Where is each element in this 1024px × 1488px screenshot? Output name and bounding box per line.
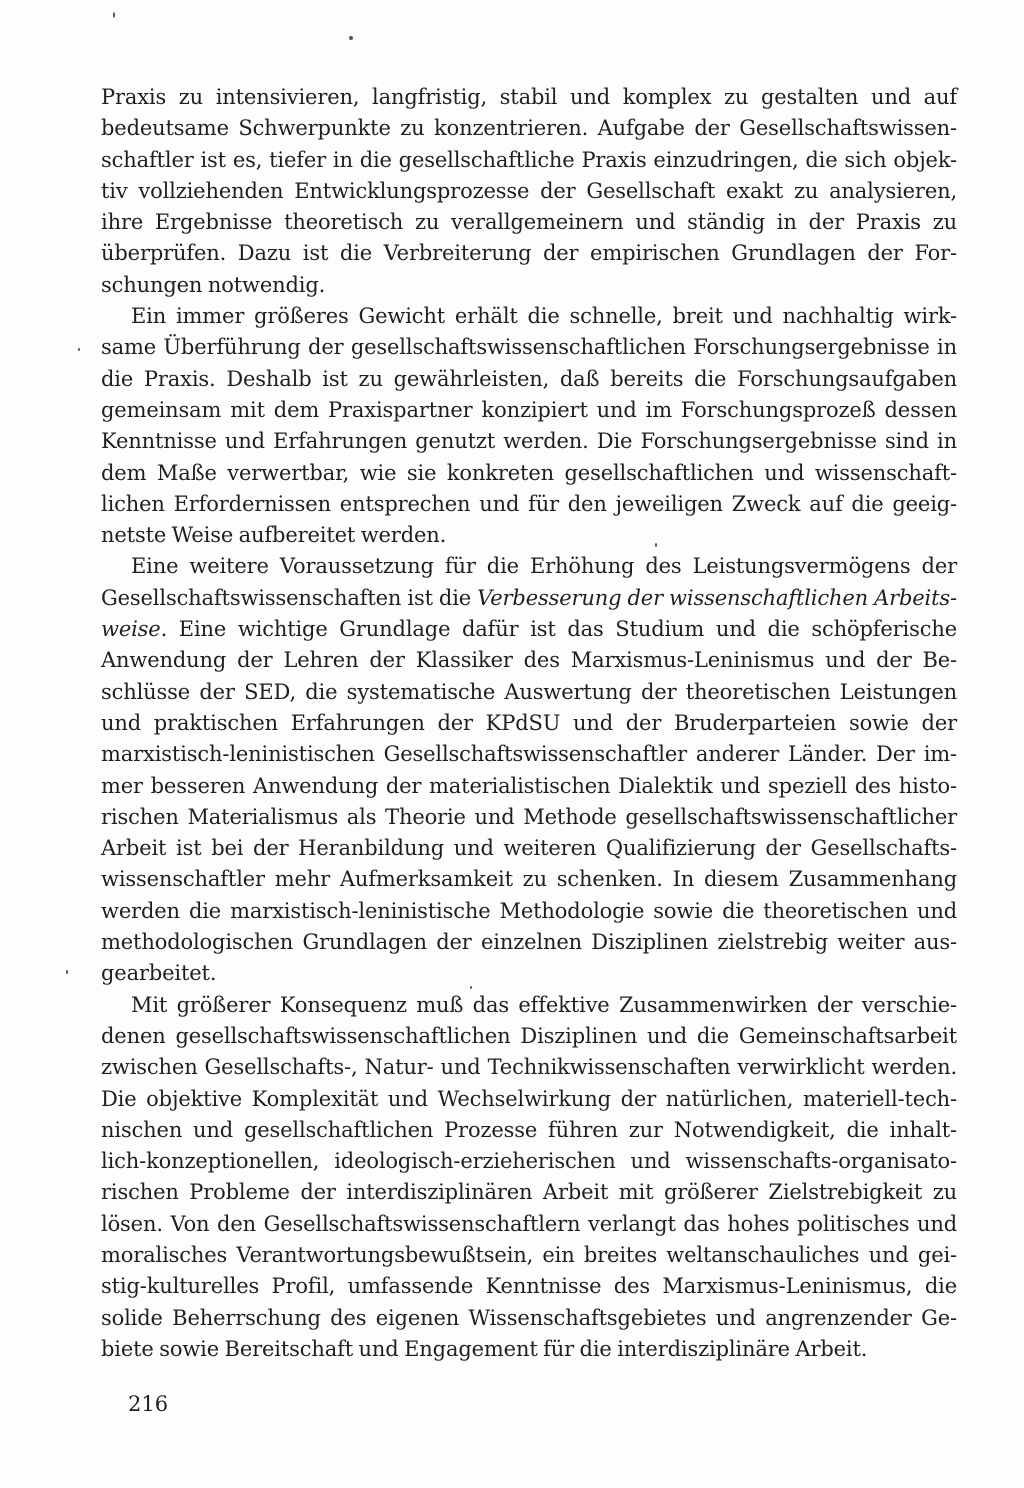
line-text: Die objektive Komplexität und Wechselwirkung der natürlichen, materiell-tech- (101, 1086, 957, 1111)
line-text: methodologischen Grundlagen der einzelnen Disziplinen zielstrebig weiter aus- (101, 930, 957, 955)
line-text: moralisches Verantwortungsbewußtsein, ein breites weltanschauliches und gei- (101, 1242, 957, 1267)
line-text: mer besseren Anwendung der materialistischen Dialektik und speziell des histo- (101, 773, 957, 798)
line-text: gearbeitet. (101, 961, 217, 986)
line-text: Praxis zu intensivieren, langfristig, stabil und komplex zu gestalten und auf (101, 85, 957, 109)
body-text (101, 82, 957, 1365)
text-line (101, 301, 957, 332)
text-line (101, 1271, 957, 1302)
text-line (101, 583, 957, 614)
line-text: die Praxis. Deshalb ist zu gewährleisten, daß bereits die Forschungsaufgaben (101, 366, 957, 391)
line-text: rischen Materialismus als Theorie und Methode gesellschaftswissenschaftlicher (101, 804, 957, 829)
text-line (101, 238, 957, 269)
line-text: netste Weise aufbereitet werden. (101, 523, 447, 548)
text-line (101, 426, 957, 457)
line-text: lösen. Von den Gesellschaftswissenschaftlern verlangt das hohes politisches und (101, 1211, 957, 1236)
line-text: lich-konzeptionellen, ideologisch-erzieherischen und wissenschafts-organisato- (101, 1149, 957, 1174)
text-line (101, 270, 957, 301)
text-line (101, 1146, 957, 1177)
text-line (101, 645, 957, 676)
text-line (101, 458, 957, 489)
line-text: bedeutsame Schwerpunkte zu konzentrieren. Aufgabe der Gesellschaftswissen- (101, 116, 957, 141)
text-line (101, 990, 957, 1021)
text-line (101, 833, 957, 864)
line-text: Anwendung der Lehren der Klassiker des Marxismus-Leninismus und der Be- (101, 648, 957, 673)
text-line (101, 1052, 957, 1083)
text-line (101, 520, 957, 551)
text-line (101, 927, 957, 958)
text-line (101, 864, 957, 895)
line-text: und praktischen Erfahrungen der KPdSU und der Bruderparteien sowie der (101, 710, 957, 735)
line-text: gemeinsam mit dem Praxispartner konzipiert und im Forschungsprozeß dessen (101, 397, 957, 422)
paragraph (101, 301, 957, 551)
line-text: same Überführung der gesellschaftswissenschaftlichen Forschungsergebnisse in (101, 335, 957, 360)
paragraph (101, 82, 957, 301)
text-line (101, 708, 957, 739)
text-line (101, 332, 957, 363)
text-line (101, 958, 957, 989)
emphasis-text: Verbesserung der wissenschaftlichen Arbeits- (477, 585, 957, 610)
text-line (101, 1334, 957, 1365)
page-number: 216 (128, 1392, 169, 1416)
line-text: nischen und gesellschaftlichen Prozesse führen zur Notwendigkeit, die inhalt- (101, 1117, 957, 1142)
line-text: schlüsse der SED, die systematische Auswertung der theoretischen Leistungen (101, 679, 957, 704)
text-line (101, 1303, 957, 1334)
text-line (101, 614, 957, 645)
line-text: Gesellschaftswissenschaften ist die (101, 585, 478, 610)
text-line (101, 802, 957, 833)
line-text: ihre Ergebnisse theoretisch zu verallgemeinern und ständig in der Praxis zu (101, 210, 957, 235)
line-text: schaftler ist es, tiefer in die gesellschaftliche Praxis einzudringen, die sich objek- (101, 147, 957, 172)
line-text: biete sowie Bereitschaft und Engagement für die interdisziplinäre Arbeit. (101, 1336, 868, 1361)
line-text: Kenntnisse und Erfahrungen genutzt werden. Die Forschungsergebnisse sind in (101, 429, 957, 454)
text-line (101, 1177, 957, 1208)
text-line (101, 739, 957, 770)
line-text: dem Maße verwertbar, wie sie konkreten gesellschaftlichen und wissenschaft- (101, 460, 957, 485)
text-line (101, 145, 957, 176)
text-line (101, 551, 957, 582)
line-text: marxistisch-leninistischen Gesellschaftswissenschaftler anderer Länder. Der im- (101, 742, 957, 767)
scan-speck (349, 36, 353, 40)
text-line (101, 176, 957, 207)
paragraph (101, 551, 957, 989)
scan-speck (66, 970, 68, 974)
line-text: lichen Erfordernissen entsprechen und für den jeweiligen Zweck auf die geeig- (101, 491, 957, 516)
text-line (101, 82, 957, 113)
line-text: Eine weitere Voraussetzung für die Erhöhung des Leistungsvermögens der (131, 554, 957, 579)
text-line (101, 1115, 957, 1146)
text-line (101, 113, 957, 144)
line-text: stig-kulturelles Profil, umfassende Kenntnisse des Marxismus-Leninismus, die (101, 1274, 957, 1299)
line-text: tiv vollziehenden Entwicklungsprozesse der Gesellschaft exakt zu analysieren, (101, 178, 957, 203)
text-line (101, 1084, 957, 1115)
line-text: rischen Probleme der interdisziplinären Arbeit mit größerer Zielstrebigkeit zu (101, 1180, 957, 1205)
text-line (101, 364, 957, 395)
line-text: schungen notwendig. (101, 272, 326, 297)
scan-speck (78, 348, 80, 351)
text-line (101, 1240, 957, 1271)
emphasis-text: weise. (101, 617, 168, 642)
line-text: überprüfen. Dazu ist die Verbreiterung der empirischen Grundlagen der For- (101, 241, 957, 266)
scan-speck (113, 12, 115, 18)
line-text: denen gesellschaftswissenschaftlichen Disziplinen und die Gemeinschaftsarbeit (101, 1023, 957, 1048)
text-line (101, 677, 957, 708)
text-line (101, 207, 957, 238)
text-line (101, 896, 957, 927)
text-line (101, 771, 957, 802)
line-text: wissenschaftler mehr Aufmerksamkeit zu schenken. In diesem Zusammenhang (101, 867, 957, 892)
text-line (101, 1021, 957, 1052)
text-line (101, 395, 957, 426)
line-text: solide Beherrschung des eigenen Wissenschaftsgebietes und angrenzender Ge- (101, 1305, 957, 1330)
paragraph (101, 990, 957, 1366)
text-line (101, 1209, 957, 1240)
line-text: Ein immer größeres Gewicht erhält die schnelle, breit und nachhaltig wirk- (131, 304, 957, 329)
text-line (101, 489, 957, 520)
line-text: zwischen Gesellschafts-, Natur- und Technikwissenschaften verwirklicht werden. (101, 1055, 957, 1080)
line-text: Arbeit ist bei der Heranbildung und weiteren Qualifizierung der Gesellschafts- (101, 836, 957, 861)
line-text: werden die marxistisch-leninistische Methodologie sowie die theoretischen und (101, 898, 957, 923)
line-text: Mit größerer Konsequenz muß das effektive Zusammenwirken der verschie- (131, 992, 957, 1017)
line-text: Eine wichtige Grundlage dafür ist das Studium und die schöpferische (167, 617, 957, 642)
